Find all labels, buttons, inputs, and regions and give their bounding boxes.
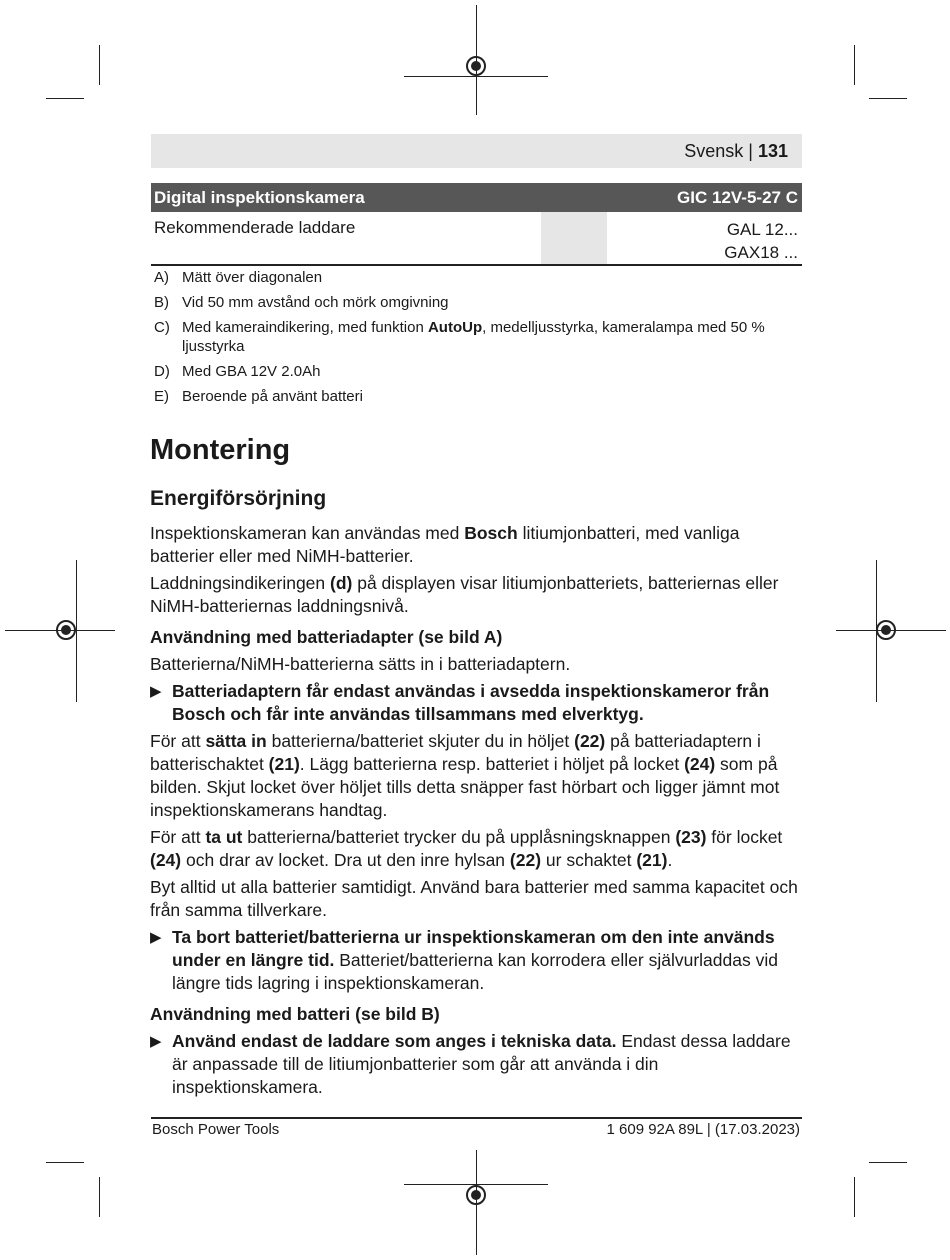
footnote — [154, 387, 794, 406]
footer-doc-number: 1 609 92A 89L | (17.03.2023) — [606, 1121, 800, 1138]
heading-battery-adapter: Användning med batteriadapter (se bild A) — [150, 627, 503, 647]
crop-mark — [854, 1177, 855, 1217]
bold-text: (d) — [330, 573, 353, 593]
footnote-text: Med kameraindikering, med funktion — [182, 319, 428, 336]
row-value-2: GAX18 ... — [724, 243, 798, 262]
text: för locket — [706, 827, 783, 847]
table-row — [151, 212, 802, 266]
bold-text: (22) — [574, 731, 606, 751]
unit-column — [541, 212, 607, 264]
text: . — [667, 850, 673, 870]
bullet-arrow-icon: ▶ — [150, 929, 162, 946]
footnote-key: D) — [154, 363, 170, 380]
text: För att — [150, 827, 206, 847]
bold-text: (21) — [268, 754, 300, 774]
footnote — [154, 293, 794, 312]
bold-text: (24) — [684, 754, 716, 774]
text: För att — [150, 731, 206, 751]
footer-divider — [151, 1117, 802, 1119]
row-value — [724, 218, 798, 264]
text: Inspektionskameran kan användas med — [150, 523, 465, 543]
registration-mark-icon — [876, 620, 896, 640]
bold-text: (24) — [150, 850, 182, 870]
row-label: Rekommenderade laddare — [154, 218, 356, 237]
footnote-text: Mätt över diagonalen — [182, 269, 323, 286]
registration-mark-icon — [466, 1185, 486, 1205]
registration-mark-icon — [466, 56, 486, 76]
text: batterierna/batteriet trycker du på upplåsningsknappen — [242, 827, 676, 847]
text: Laddningsindikeringen — [150, 573, 330, 593]
warning-bold-text: Använd endast de laddare som anges i tekniska data. — [172, 1031, 617, 1051]
footnote-text: Beroende på använt batteri — [182, 388, 363, 405]
heading-battery: Användning med batteri (se bild B) — [150, 1004, 440, 1024]
warning-bold-text: Ta bort batteriet/batterierna ur inspektionskameran om den inte används under en längre tid. — [172, 927, 775, 970]
warning-text: Batteriadaptern får endast användas i avsedda inspektionskameror från Bosch och får inte användas tillsammans med elverktyg. — [172, 681, 770, 724]
bullet-arrow-icon: ▶ — [150, 683, 162, 700]
footer-brand: Bosch Power Tools — [152, 1121, 280, 1138]
crop-mark — [854, 45, 855, 85]
crop-mark — [46, 98, 84, 99]
text: ur schaktet — [541, 850, 637, 870]
bullet-arrow-icon: ▶ — [150, 1033, 162, 1050]
paragraph: Byt alltid ut alla batterier samtidigt. Använd bara batterier med samma kapacitet och från samma tillverkare. — [150, 877, 798, 920]
bold-text: sätta in — [205, 731, 267, 751]
footnote-key: A) — [154, 269, 169, 286]
warning-item — [150, 1030, 805, 1099]
paragraph: Batterierna/NiMH-batterierna sätts in i batteriadaptern. — [150, 654, 571, 674]
footnote-key: E) — [154, 388, 169, 405]
paragraph — [150, 522, 805, 568]
warning-item — [150, 680, 805, 726]
text: . Lägg batterierna resp. batteriet i höljet på locket — [299, 754, 685, 774]
footnote-key: B) — [154, 294, 169, 311]
text: på batteriadaptern i batterischaktet — [150, 731, 761, 774]
header-separator: | — [748, 141, 753, 161]
page-header — [151, 134, 802, 168]
footnotes — [154, 268, 794, 412]
footnote — [154, 268, 794, 287]
footnote — [154, 318, 794, 356]
crop-mark — [46, 1162, 84, 1163]
bold-text: Bosch — [464, 523, 518, 543]
model-label: GIC 12V-5-27 C — [677, 188, 798, 207]
footnote-text: Med GBA 12V 2.0Ah — [182, 363, 321, 380]
bold-text: (21) — [636, 850, 668, 870]
spec-table-header — [151, 183, 802, 212]
bold-text: ta ut — [205, 827, 243, 847]
bold-text: (22) — [509, 850, 542, 870]
page-number: 131 — [757, 141, 788, 161]
text: som på bilden. Skjut locket över höljet tills detta snäpper fast hörbart och ligger jämnt mot inspektionskamerans handtag. — [150, 754, 780, 820]
page-header-text — [684, 141, 788, 162]
registration-mark-icon — [56, 620, 76, 640]
crop-mark — [76, 560, 77, 702]
paragraph — [150, 826, 805, 872]
footnote — [154, 362, 794, 381]
spec-table — [151, 183, 802, 266]
warning-text: Batteriet/batterierna kan korrodera eller självurladdas vid längre tids lagring i inspektionskameran. — [172, 950, 778, 993]
footnote-text: , medelljusstyrka, kameralampa med 50 % ljusstyrka — [182, 319, 765, 355]
footnote-text: Vid 50 mm avstånd och mörk omgivning — [182, 294, 449, 311]
paragraph — [150, 730, 805, 822]
section-title: Montering — [150, 434, 291, 466]
warning-text: Endast dessa laddare är anpassade till de litiumjonbatterier som går att använda i din inspektionskamera. — [172, 1031, 791, 1097]
crop-mark — [869, 1162, 907, 1163]
text: litiumjonbatteri, med vanliga batterier eller med NiMH-batterier. — [150, 523, 740, 566]
text: batterierna/batteriet skjuter du in höljet — [266, 731, 575, 751]
text: på displayen visar litiumjonbatteriets, batteriernas eller NiMH-batteriernas laddningsnivå. — [150, 573, 779, 616]
warning-item — [150, 926, 805, 995]
paragraph — [150, 572, 805, 618]
row-value-1: GAL 12... — [726, 220, 798, 239]
bold-text: (23) — [675, 827, 707, 847]
crop-mark — [869, 98, 907, 99]
footnote-bold: AutoUp — [427, 319, 483, 336]
body-text — [150, 522, 805, 1103]
text: och drar av locket. Dra ut den inre hylsan — [181, 850, 510, 870]
footnote-key: C) — [154, 319, 170, 336]
product-label: Digital inspektionskamera — [154, 188, 365, 207]
crop-mark — [404, 76, 548, 77]
crop-mark — [99, 1177, 100, 1217]
crop-mark — [99, 45, 100, 85]
subsection-title: Energiförsörjning — [150, 487, 327, 510]
header-language: Svensk — [684, 141, 744, 161]
